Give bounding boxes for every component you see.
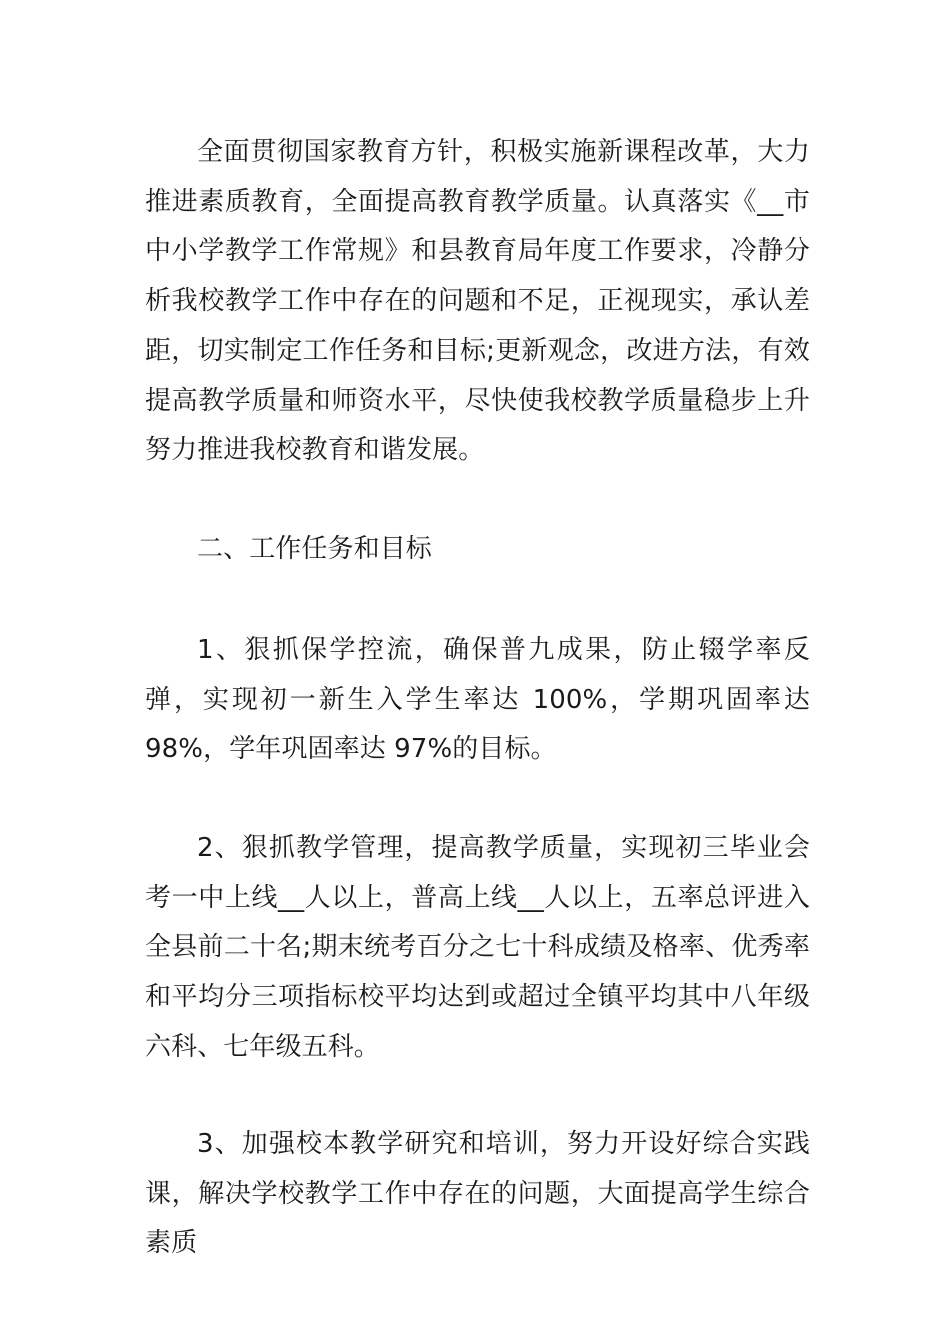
body-paragraph-intro: 全面贯彻国家教育方针，积极实施新课程改革，大力推进素质教育，全面提高教育教学质量。认真落实《__市中小学教学工作常规》和县教育局年度工作要求，冷静分析我校教学工作中存在的问题和不足，正视现实，承认差距，切实制定工作任务和目标;更新观念，改进方法，有效提高教学质量和师资水平，尽快使我校教学质量稳步上升努力推进我校教育和谐发展。 (145, 137, 810, 466)
goal-item-1: 1、狠抓保学控流，确保普九成果，防止辍学率反弹，实现初一新生入学生率达 100%，学期巩固率达 98%，学年巩固率达 97%的目标。 (145, 635, 810, 765)
section-heading-goals: 二、工作任务和目标 (197, 534, 432, 564)
goal-item-2: 2、狠抓教学管理，提高教学质量，实现初三毕业会考一中上线__人以上，普高上线__人以上，五率总评进入全县前二十名;期末统考百分之七十科成绩及格率、优秀率和平均分三项指标校平均达到或超过全镇平均其中八年级六科、七年级五科。 (145, 833, 810, 1062)
goal-item-3: 3、加强校本教学研究和培训，努力开设好综合实践课，解决学校教学工作中存在的问题，大面提高学生综合素质 (145, 1129, 810, 1259)
